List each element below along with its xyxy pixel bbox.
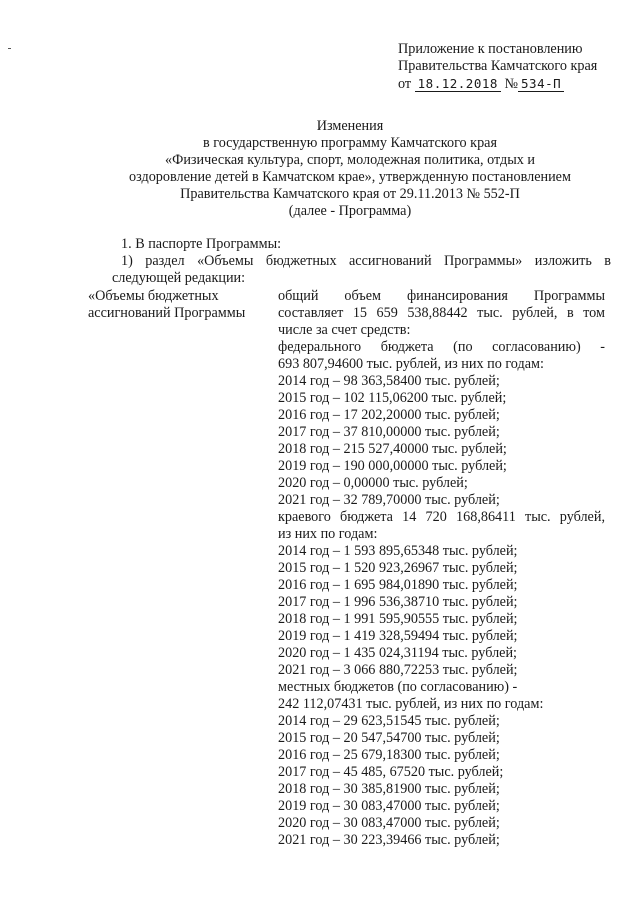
federal-year-2017: 2017 год – 37 810,00000 тыс. рублей; [278, 424, 500, 440]
federal-year-2016: 2016 год – 17 202,20000 тыс. рублей; [278, 407, 500, 423]
title-line-1: Изменения [316, 118, 384, 134]
local-year-2016: 2016 год – 25 679,18300 тыс. рублей; [278, 747, 500, 763]
approval-date: 18.12.2018 [415, 76, 501, 92]
regional-line-1: краевого бюджета 14 720 168,86411 тыс. рублей, [278, 509, 605, 525]
federal-year-2019: 2019 год – 190 000,00000 тыс. рублей; [278, 458, 507, 474]
section-item-line-2: следующей редакции: [112, 270, 246, 286]
regional-year-2018: 2018 год – 1 991 595,90555 тыс. рублей; [278, 611, 518, 627]
total-line-2: составляет 15 659 538,88442 тыс. рублей, в том [278, 305, 605, 321]
budget-label-line-2: ассигнований Программы [88, 305, 246, 321]
approval-line-2: Правительства Камчатского края [398, 58, 598, 74]
regional-year-2015: 2015 год – 1 520 923,26967 тыс. рублей; [278, 560, 518, 576]
title-line-4: оздоровление детей в Камчатском крае», утвержденную постановлением [129, 169, 571, 185]
federal-year-2015: 2015 год – 102 115,06200 тыс. рублей; [278, 390, 507, 406]
approval-line-1: Приложение к постановлению [398, 41, 583, 57]
title-line-6: (далее - Программа) [288, 203, 412, 219]
title-line-3: «Физическая культура, спорт, молодежная политика, отдых и [165, 152, 535, 168]
local-year-2014: 2014 год – 29 623,51545 тыс. рублей; [278, 713, 500, 729]
federal-line-1: федерального бюджета (по согласованию) - [278, 339, 605, 355]
budget-label [88, 288, 268, 322]
title-line-5: Правительства Камчатского края от 29.11.2013 № 552-П [180, 186, 520, 202]
regional-year-2014: 2014 год – 1 593 895,65348 тыс. рублей; [278, 543, 518, 559]
margin-mark [8, 48, 11, 49]
local-year-2020: 2020 год – 30 083,47000 тыс. рублей; [278, 815, 500, 831]
approval-from-label: от [398, 76, 412, 92]
section-item-line-1: 1) раздел «Объемы бюджетных ассигнований Программы» изложить в [121, 253, 611, 269]
local-line-1: местных бюджетов (по согласованию) - [278, 679, 518, 695]
total-line-1: общий объем финансирования Программы [278, 288, 605, 304]
local-line-2: 242 112,07431 тыс. рублей, из них по годам: [278, 696, 544, 712]
regional-year-2016: 2016 год – 1 695 984,01890 тыс. рублей; [278, 577, 518, 593]
regional-year-2020: 2020 год – 1 435 024,31194 тыс. рублей; [278, 645, 517, 661]
federal-line-2: 693 807,94600 тыс. рублей, из них по годам: [278, 356, 544, 372]
regional-year-2019: 2019 год – 1 419 328,59494 тыс. рублей; [278, 628, 518, 644]
approval-block [398, 41, 613, 93]
document-title [100, 118, 600, 220]
approval-line-3 [398, 75, 613, 93]
local-year-2017: 2017 год – 45 485, 67520 тыс. рублей; [278, 764, 504, 780]
regional-year-2017: 2017 год – 1 996 536,38710 тыс. рублей; [278, 594, 518, 610]
regional-year-2021: 2021 год – 3 066 880,72253 тыс. рублей; [278, 662, 518, 678]
approval-number-sign: № [504, 76, 519, 92]
budget-values [278, 288, 605, 849]
local-year-2015: 2015 год – 20 547,54700 тыс. рублей; [278, 730, 500, 746]
local-year-2018: 2018 год – 30 385,81900 тыс. рублей; [278, 781, 500, 797]
title-line-2: в государственную программу Камчатского края [203, 135, 497, 151]
local-year-2019: 2019 год – 30 083,47000 тыс. рублей; [278, 798, 500, 814]
total-line-3: числе за счет средств: [278, 322, 411, 338]
federal-year-2021: 2021 год – 32 789,70000 тыс. рублей; [278, 492, 500, 508]
budget-label-line-1: «Объемы бюджетных [88, 288, 219, 304]
regional-line-2: из них по годам: [278, 526, 378, 542]
federal-year-2018: 2018 год – 215 527,40000 тыс. рублей; [278, 441, 507, 457]
local-year-2021: 2021 год – 30 223,39466 тыс. рублей; [278, 832, 500, 848]
section-heading: 1. В паспорте Программы: [121, 236, 282, 252]
approval-number: 534-П [518, 76, 564, 92]
federal-year-2020: 2020 год – 0,00000 тыс. рублей; [278, 475, 468, 491]
federal-year-2014: 2014 год – 98 363,58400 тыс. рублей; [278, 373, 500, 389]
